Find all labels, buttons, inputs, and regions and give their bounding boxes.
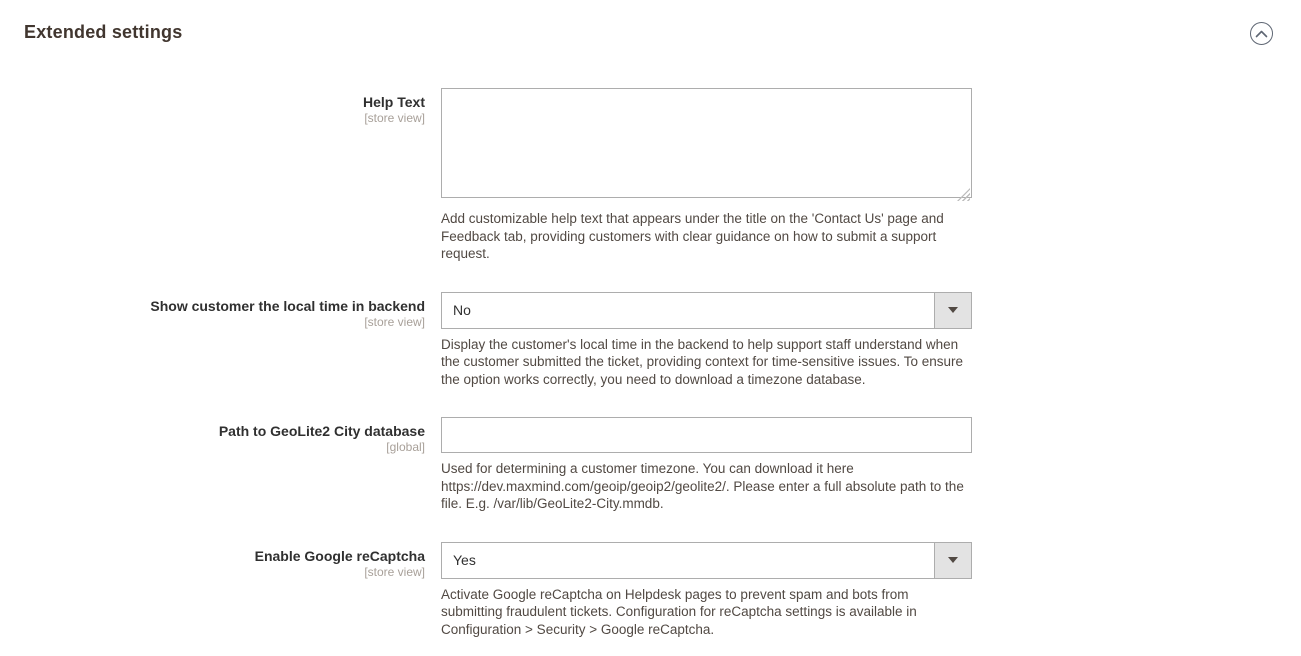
field-control-block [441, 88, 972, 263]
select-arrow-box[interactable] [934, 293, 971, 328]
chevron-up-icon [1255, 30, 1268, 38]
field-note: Activate Google reCaptcha on Helpdesk pages to prevent spam and bots from submitting fraudulent tickets. Configuration for reCaptcha settings is available in Configuration > Security > Google reCaptcha. [441, 586, 917, 637]
chevron-down-icon [948, 307, 958, 313]
field-note: Used for determining a customer timezone. You can download it here https://dev.maxmind.com/geoip/geoip2/geolite2/. Please enter a full absolute path to the file. E.g. /var/lib/GeoLite2-City.mmdb. [441, 461, 964, 511]
field-note: Add customizable help text that appears under the title on the 'Contact Us' page and Feedback tab, providing customers with clear guidance on how to submit a support request. [441, 211, 944, 261]
field-control-block [441, 417, 972, 513]
collapse-section-button[interactable] [1250, 22, 1273, 45]
recaptcha-select[interactable] [441, 542, 972, 579]
field-row-help-text [0, 88, 1301, 263]
field-label: Show customer the local time in backend [150, 297, 425, 314]
select-arrow-box[interactable] [934, 543, 971, 578]
chevron-down-icon [948, 557, 958, 563]
field-label-block [0, 88, 425, 126]
select-selected-value: Yes [453, 552, 476, 568]
extended-settings-form [0, 88, 1301, 656]
field-scope: [store view] [364, 111, 425, 125]
field-row-local-time [0, 292, 1301, 389]
help-text-textarea[interactable] [441, 88, 972, 198]
select-selected-value: No [453, 302, 471, 318]
field-scope: [store view] [364, 564, 425, 579]
field-scope: [store view] [364, 314, 425, 329]
field-label: Enable Google reCaptcha [254, 547, 425, 564]
field-label: Path to GeoLite2 City database [218, 423, 425, 439]
field-label-block [0, 417, 425, 455]
geolite-path-input[interactable] [441, 417, 972, 453]
field-row-recaptcha [0, 542, 1301, 639]
field-note: Display the customer's local time in the backend to help support staff understand when the customer submitted the ticket, providing context for time-sensitive issues. To ensure the option works correctly, you need to download a timezone database. [441, 336, 963, 387]
field-control-block [441, 292, 972, 389]
field-label-block [0, 292, 425, 330]
field-label: Help Text [363, 94, 425, 110]
field-row-geolite-path [0, 417, 1301, 513]
field-scope: [global] [386, 440, 425, 454]
field-label-block [0, 542, 425, 580]
section-title: Extended settings [24, 22, 183, 42]
local-time-select[interactable] [441, 292, 972, 329]
field-control-block [441, 542, 972, 639]
